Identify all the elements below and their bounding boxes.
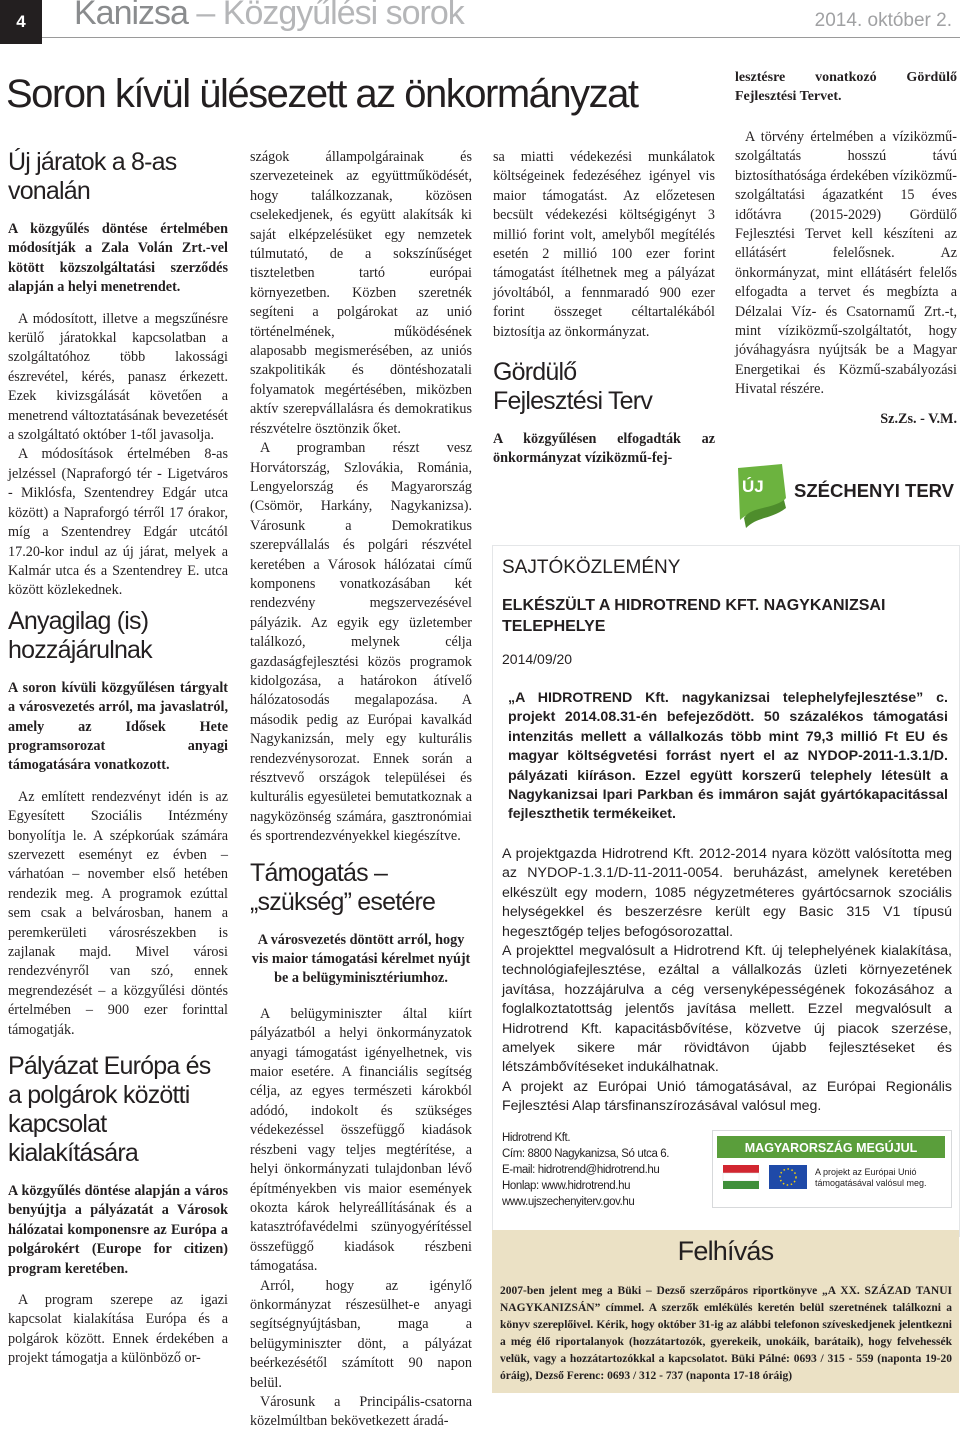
author-signature: Sz.Zs. - V.M. bbox=[880, 410, 957, 427]
page-title: Soron kívül ülésezett az önkormányzat bbox=[6, 72, 638, 116]
szechenyi-terv-icon bbox=[730, 458, 958, 536]
heading-gordulo: Gördülő Fejlesztési Terv bbox=[493, 358, 653, 416]
paragraph: A projekt az Európai Unió támogatásával, az Európai Regionális Fejlesztési Alap társfinanszírozásával valósul meg. bbox=[502, 1078, 952, 1115]
paragraph: Az említett rendezvényt idén is az Egyesített Szociális Intézmény bonyolítja le. A szépkorúak számára szervezett eseményt ez évben – várhatóan – november első hetében rendezik meg. A programok ezúttal sem csak a belvárosban, hanem a peremkerületi városrészekben is zajlanak majd. Mivel városi rendezvényről van szó, ennek megrendezését – a közgyűlési döntés értelmében – 900 ezer forinttal támogatják. bbox=[8, 788, 228, 1038]
lead-anyagilag: A soron kívüli közgyűlésen tárgyalt a városvezetés arról, ma javaslatról, amely az Idősek Hete programsorozat anyagi támogatására vonatkozott. bbox=[8, 679, 228, 774]
badge-title: MAGYARORSZÁG MEGÚJUL bbox=[744, 1141, 918, 1155]
issue-date: 2014. október 2. bbox=[814, 10, 952, 31]
felhivas-title: Felhívás bbox=[677, 1236, 774, 1266]
paragraph: szágok állampolgárainak és szervezeteinek az együttműködését, hogy találkozzanak, közösen cselekedjenek, és együtt alakítsák ki saját elképzelésüket egy nemzetek túlmutató, de a sokszínűséget tiszteletben tartó európai környezetben. Közben szeretnék segíteni a polgárokat az unió történelmének, működésének alaposabb megismerésében, az uniós szakpolitikák és döntéshozatali folyamatok megértésében, miközben aktív szerepvállalásra és demokratikus részvételre ösztönzik őket. bbox=[250, 149, 472, 437]
paragraph: sa miatti védekezési munkálatok költségeinek fedezéséhez igényel vis maior támogatást. Az előzetesen becsült védekezési költségigényt 3 millió forint volt, amelyből megítélés esetén 2 millió 100 ezer forint támogatást ítélhetnek meg a pályázat jóvoltából, a fennmaradó 900 ezer forint összeget céltartalékából biztosítja az önkormányzat. bbox=[493, 149, 715, 340]
press-release-title: SAJTÓKÖZLEMÉNY bbox=[502, 557, 681, 578]
column-3 bbox=[493, 148, 715, 481]
paragraph: Arról, hogy az igénylő önkormányzat részesülhet-e anyagi segítségnyújtásban, maga a belügyminiszter dönt, a pályázat beérkezésétől számított 90 napon belül. bbox=[250, 1277, 472, 1391]
paragraph: A program szerepe az igazi kapcsolat kialakítása Európa és a polgárok között. Ennek érdekében a projekt támogatja a különböző or- bbox=[8, 1292, 228, 1367]
heading-uj-jaratok: Új járatok a 8-as vonalán bbox=[8, 148, 177, 205]
felhivas-body: 2007-ben jelent meg a Büki – Dezső szerzőpáros riportkönyve „A XX. SZÁZAD TANUI NAGYKANIZSÁN” címmel. A szerzők emlékülés keretén belül szeretnének találkozni a könyv szereplőivel. Kérik, hogy október 31-ig az alábbi telefonon szíveskedjenek jelentkezni a még élő riportalanyok (hozzátartozók, gyerekeik, unokáik, barátaik), hogy felvehessék velük, vagy a hozzátartozókkal a kapcsolatot. Büki Pálné: 0693 / 315 - 559 (naponta 19-20 óráig), Dezső Ferenc: 0693 / 312 - 737 (naponta 17-18 óráig) bbox=[500, 1285, 952, 1382]
magyarorszag-megujul-icon bbox=[713, 1131, 951, 1207]
column-1 bbox=[8, 148, 228, 1369]
column-4 bbox=[735, 128, 957, 429]
paragraph: A projekttel megvalósult a Hidrotrend Kft. új telephelyének kialakítása, technológiafejlesztése, ezáltal a vállalkozás üzleti környezetének javítása, hozzájárulva a cég versenyképességének fokozásához a foglalkoztatottság jelentős javítása mellett. Ezzel megvalósult a Hidrotrend Kft. kapacitásbővítése, közvetve új piacok szerzése, amelyek sikere már rövidtávon újabb fejlesztéseket és létszámbővítéseket indukálhatnak. bbox=[502, 943, 952, 1076]
header-rule bbox=[42, 37, 960, 38]
press-release-lead: „A HIDROTREND Kft. nagykanizsai telephelyfejlesztése” c. projekt 2014.08.31-én befejeződött. 50 százalékos támogatási intenzitás mellett a vállalkozás több mint 79,3 millió Ft EU és magyar költségvetési forrást nyert el az NYDOP-2011-1.3.1/D. pályázati kiíráson. Ezzel együtt korszerű telephely létesült a Nagykanizsai Ipari Parkban és immáron saját gyártókapacitással fejleszthetik termékeiket. bbox=[508, 690, 948, 823]
badge-subtitle-line-2: támogatásával valósul meg. bbox=[815, 1178, 927, 1188]
paragraph: A programban részt vesz Horvátország, Szlovákia, Románia, Lengyelország és Magyarország (Csömör, Harkány, Nagykanizsa). Városunk a Demokratikus szerepvállalás és polgári részvétel keretében a Városok hálózatai című komponens vonatkozásában két rendezvény megszervezésével pályázik. Az egyik egy üzletember találkozó, melynek célja gazdaságfejlesztési közös programok kidolgozása, a határokon átívelő hálózatosodás megalapozása. A második pedig az Európai kavalkád Nagykanizsán, mely egy kulturális rendezvénysorozat. Ennek során a résztvevő országok települései és kulturális egyesületei bemutatkoznak a nagyközönség számára, gasztronómiai és sportrendezvényekkel kiegészítve. bbox=[250, 440, 472, 845]
lead-gordulo: A közgyűlésen elfogadták az önkormányzat víziközmű-fej- bbox=[493, 431, 715, 467]
paragraph: Városunk a Principális-csatorna közelmúltban bekövetkezett áradá- bbox=[250, 1393, 472, 1430]
badge-subtitle-line-1: A projekt az Európai Unió bbox=[815, 1167, 917, 1177]
lead-tamogatas: A városvezetés döntött arról, hogy vis maior támogatási kérelmet nyújt be a belügyminisztériumhoz. bbox=[251, 931, 471, 987]
column-2 bbox=[250, 148, 472, 1432]
magyarorszag-megujul-badge bbox=[712, 1130, 952, 1208]
paragraph: A módosítások értelmében 8-as jelzéssel (Napraforgó tér - Ligetváros - Miklósfa, Szentendrey Edgár utca között) a Napraforgó térről 17 órakor, míg a Szentendrey Edgár utcától 17.20-kor indul az új járat, melyek a Kalmár utca és a Szentendrey E. utca között közlekednek. bbox=[8, 446, 228, 599]
press-release-date: 2014/09/20 bbox=[502, 651, 573, 667]
column-4-continuation: lesztésre vonatkozó Gördülő Fejlesztési Tervet. bbox=[735, 70, 957, 104]
press-release-headline: ELKÉSZÜLT A HIDROTREND KFT. NAGYKANIZSAI TELEPHELYE bbox=[502, 597, 886, 635]
paragraph: A projektgazda Hidrotrend Kft. 2012-2014 nyara között valósította meg az NYDOP-1.3.1/D-11-2011-0054. beruházást, amelynek keretében elkészült egy modern, 1085 négyzetméteres gyártócsarnok szociális helységekkel és beszerzésre került egy Basic 315 V1 típusú hegesztőgép teljes befogósorozattal. bbox=[502, 846, 952, 940]
heading-tamogatas: Támogatás – „szükség” esetére bbox=[250, 858, 436, 916]
szechenyi-terv-logo bbox=[730, 458, 958, 536]
lead-palyazat-europa: A közgyűlés döntése alapján a város benyújtja a pályázatát a Városok hálózatai komponensre az Európa a polgárokért (Europe for citizen) program keretében. bbox=[8, 1183, 228, 1277]
press-contact bbox=[502, 1130, 702, 1210]
masthead-section: – Közgyűlési sorok bbox=[187, 0, 464, 32]
paragraph: A törvény értelmében a víziközmű-szolgáltatás hosszú távú biztosíthatósága érdekében víziközmű-szolgáltatási ágazatként 15 éves időtávra (2015-2029) Gördülő Fejlesztési Tervet kell készíteni az ellátásért felelősnek. Az önkormányzat, mint ellátásért felelős elfogadta a tervet és megbízta a Délzalai Víz- és Csatornamű Zrt.-t, mint víziközmű-szolgáltatót, hogy jóváhagyásra nyújtsák be a Magyar Energetikai és Közmű-szabályozási Hivatal részére. bbox=[735, 129, 957, 398]
szechenyi-title-text: SZÉCHENYI TERV bbox=[794, 480, 955, 501]
contact-address: Cím: 8800 Nagykanizsa, Só utca 6. bbox=[502, 1148, 670, 1160]
page-number: 4 bbox=[0, 0, 42, 44]
heading-anyagilag: Anyagilag (is) hozzájárulnak bbox=[8, 606, 152, 664]
masthead bbox=[74, 0, 464, 33]
lead-uj-jaratok: A közgyűlés döntése értelmében módosítják a Zala Volán Zrt.-vel kötött közszolgáltatási szerződés alapján a helyi menetrendet. bbox=[8, 221, 228, 296]
paragraph: A módosított, illetve a megszűnésre kerülő járatokkal kapcsolatban a szolgáltatóhoz több lakossági észrevétel, kérés, panasz érkezett. Ezek kivizsgálását követően a menetrend változtatásának bevezetését a szolgáltató október 1-től javasolja. bbox=[8, 310, 228, 444]
masthead-brand: Kanizsa bbox=[74, 0, 188, 32]
contact-szechenyi-website[interactable]: www.ujszechenyiterv.gov.hu bbox=[502, 1196, 635, 1208]
paragraph: A belügyminiszter által kiírt pályázatból a helyi önkormányzatok anyagi támogatást igényelhetnek, vis maior esetére. A financiális segítség célja, az egyes természeti károkból adódó, indokolt és szükséges védekezéssel összefüggő kiadások részbeni vagy teljes megtérítése, a helyi önkormányzati tulajdonban lévő építményekben vis maior események okozta károk helyreállításának és a katasztrófavédelmi szünyogyérítéssel összefüggő kiadások részbeni támogatása. bbox=[250, 1005, 472, 1275]
contact-website[interactable]: Honlap: www.hidrotrend.hu bbox=[502, 1180, 631, 1192]
heading-palyazat-europa: Pályázat Európa és a polgárok közötti kapcsolat kialakítására bbox=[8, 1052, 211, 1168]
szechenyi-uj-text: ÚJ bbox=[742, 477, 764, 496]
contact-email[interactable]: E-mail: hidrotrend@hidrotrend.hu bbox=[502, 1164, 660, 1176]
contact-company: Hidrotrend Kft. bbox=[502, 1132, 571, 1144]
press-release-body bbox=[502, 845, 952, 1117]
